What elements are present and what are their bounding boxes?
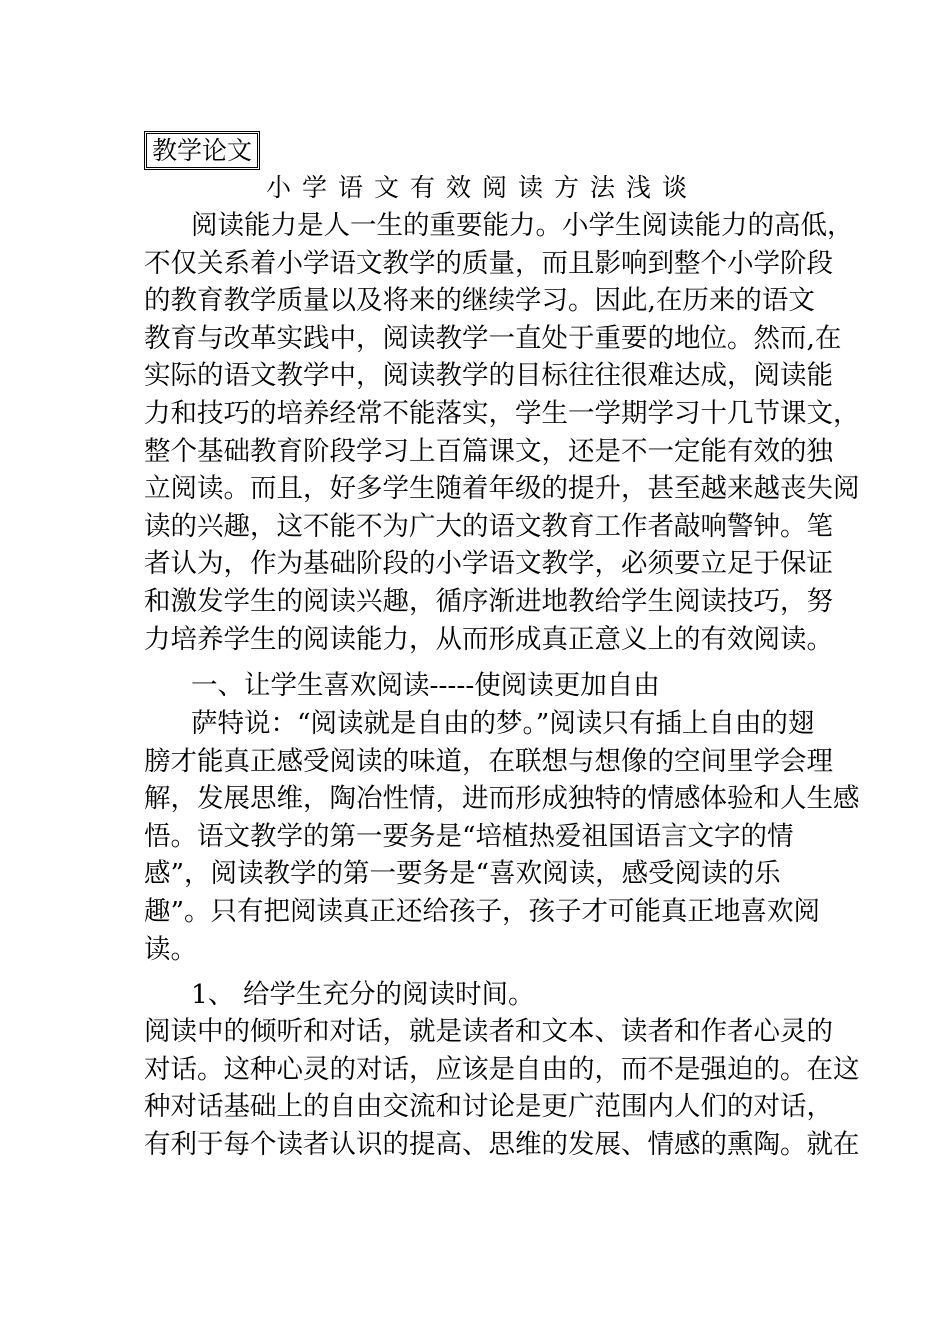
subsection-heading-line: [144, 976, 812, 1014]
text-line: 阅读能力是人一生的重要能力。小学生阅读能力的高低，: [191, 210, 854, 241]
text-line: 整个基础教育阶段学习上百篇课文，还是不一定能有效的独: [144, 435, 833, 467]
subsection-heading-text: 给学生充分的阅读时间。: [243, 979, 535, 1010]
text-line: 教育与改革实践中，阅读教学一直处于重要的地位。然而,在: [144, 322, 842, 354]
category-tag: 教学论文: [144, 131, 260, 170]
text-line: 解，发展思维，陶冶性情，进而形成独特的情感体验和人生感: [144, 783, 860, 815]
text-line: 不仅关系着小学语文教学的质量，而且影响到整个小学阶段: [144, 247, 833, 279]
text-line: 的教育教学质量以及将来的继续学习。因此,在历来的语文: [144, 285, 815, 317]
subsection-number: 1、: [191, 979, 235, 1010]
text-line: 悟。语文教学的第一要务是“培植热爱祖国语言文字的情: [144, 820, 794, 852]
subsection-heading: [144, 976, 812, 1014]
section-paragraph: [144, 705, 860, 968]
text-line: 和激发学生的阅读兴趣，循序渐进地教给学生阅读技巧，努: [144, 585, 833, 617]
text-line: 有利于每个读者认识的提高、思维的发展、情感的熏陶。就在: [144, 1128, 860, 1160]
text-line: 趣”。只有把阅读真正还给孩子，孩子才可能真正地喜欢阅: [144, 895, 821, 927]
text-line: 阅读中的倾听和对话，就是读者和文本、读者和作者心灵的: [144, 1016, 833, 1047]
section-heading: [144, 667, 812, 705]
text-line: 立阅读。而且，好多学生随着年级的提升，甚至越来越丧失阅: [144, 473, 860, 505]
section-heading-text: 一、让学生喜欢阅读-----使阅读更加自由: [191, 670, 660, 701]
subsection-paragraph: [144, 1013, 860, 1163]
text-line: 读的兴趣，这不能不为广大的语文教育工作者敲响警钟。笔: [144, 510, 833, 542]
text-line: 实际的语文教学中，阅读教学的目标往往很难达成，阅读能: [144, 360, 833, 392]
text-line: 力和技巧的培养经常不能落实，学生一学期学习十几节课文，: [144, 397, 860, 429]
text-line: 对话。这种心灵的对话，应该是自由的，而不是强迫的。在这: [144, 1053, 860, 1085]
text-line: 力培养学生的阅读能力，从而形成真正意义上的有效阅读。: [144, 623, 833, 655]
text-line: 者认为，作为基础阶段的小学语文教学，必须要立足于保证: [144, 548, 833, 580]
intro-paragraph: [144, 207, 860, 658]
text-line: 感”，阅读教学的第一要务是“喜欢阅读，感受阅读的乐: [144, 858, 781, 890]
text-line: 种对话基础上的自由交流和讨论是更广范围内人们的对话，: [144, 1091, 833, 1123]
document-title: 小学语文有效阅读方法浅谈: [266, 173, 699, 202]
text-line: 读。: [144, 933, 197, 965]
text-line: 萨特说：“阅读就是自由的梦。”阅读只有插上自由的翅: [191, 708, 815, 739]
text-line: 膀才能真正感受阅读的味道，在联想与想像的空间里学会理: [144, 745, 833, 777]
